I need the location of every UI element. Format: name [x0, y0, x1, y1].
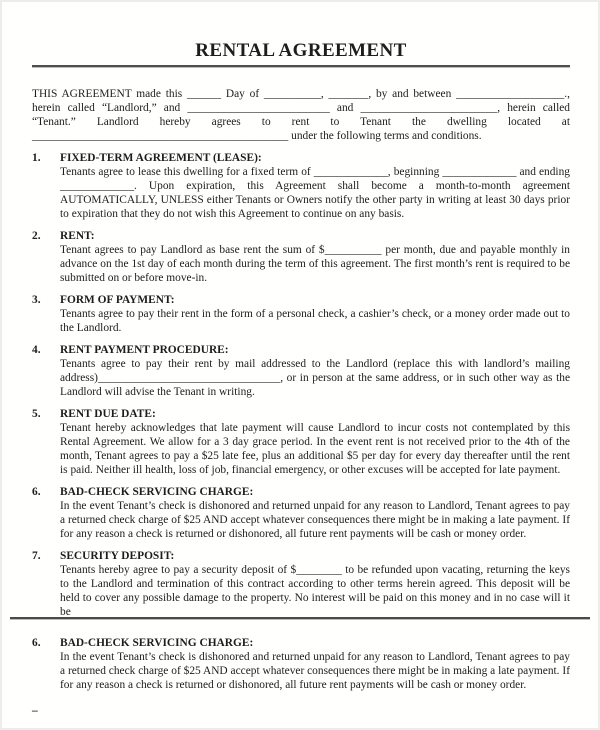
- section-number: 3.: [32, 294, 41, 306]
- section-fixed-term-agreement: [32, 151, 570, 221]
- section-number: 7.: [32, 550, 41, 562]
- section-heading: FORM OF PAYMENT:: [60, 294, 175, 306]
- document-title: RENTAL AGREEMENT: [32, 40, 570, 67]
- section-number: 4.: [32, 344, 41, 356]
- section-body: Tenant hereby acknowledges that late payment will cause Landlord to incur costs not contemplated by this Rental Agreement. We allow for a 3 day grace period. In the event rent is not received prior to the 4th of the month, Tenant agrees to pay a $25 late fee, plus an additional $5 per day for every day thereafter until the rent is paid. Neither ill health, loss of job, financial emergency, or other excuses will be accepted for late payment.: [60, 422, 570, 476]
- section-heading: RENT:: [60, 230, 95, 242]
- section-rent-due-date: [32, 407, 570, 477]
- section-rent-payment-procedure: [32, 343, 570, 399]
- section-heading: RENT DUE DATE:: [60, 408, 156, 420]
- section-heading: SECURITY DEPOSIT:: [60, 550, 175, 562]
- section-security-deposit: [32, 549, 570, 619]
- section-body: In the event Tenant’s check is dishonored and returned unpaid for any reason to Landlord, Tenant agrees to pay a returned check charge of $25 AND accept whatever consequences there might be in making a late payment. If for any reason a check is returned or dishonored, all future rent payments will be cash or money order.: [60, 500, 570, 540]
- section-body: Tenant agrees to pay Landlord as base rent the sum of $__________ per month, due and payable monthly in advance on the 1st day of each month during the term of this agreement. The first month’s rent is required to be submitted on or before move-in.: [60, 244, 570, 284]
- section-bad-check-servicing-charge-page2: [32, 636, 570, 692]
- section-number: 2.: [32, 230, 41, 242]
- section-number: 5.: [32, 408, 41, 420]
- section-number: 6.: [32, 637, 41, 649]
- section-heading: BAD-CHECK SERVICING CHARGE:: [60, 637, 254, 649]
- stray-dash-mark: –: [32, 705, 38, 717]
- section-body: In the event Tenant’s check is dishonored and returned unpaid for any reason to Landlord, Tenant agrees to pay a returned check charge of $25 AND accept whatever consequences there might be in making a late payment. If for any reason a check is returned or dishonored, all future rent payments will be cash or money order.: [60, 651, 570, 691]
- intro-paragraph: THIS AGREEMENT made this ______ Day of __________, _______, by and between ___________________., herein called “Landlord,” and _________________________ and ________________________, herein called “Tenant.” Landlord hereby agrees to rent to Tenant the dwelling located at _____________________________________________ under the following terms and conditions.: [32, 88, 570, 142]
- section-form-of-payment: [32, 293, 570, 335]
- section-heading: FIXED-TERM AGREEMENT (LEASE):: [60, 152, 262, 164]
- section-body: Tenants agree to pay their rent in the form of a personal check, a cashier’s check, or a money order made out to the Landlord.: [60, 308, 570, 334]
- section-body: Tenants agree to lease this dwelling for a fixed term of _____________, beginning _____________ and ending _____________. Upon expiration, this Agreement shall become a month-to-month agreement AUTOMATICALLY, UNLESS either Tenants or Owners notify the other party in writing at least 30 days prior to expiration that they do not wish this Agreement to continue on any basis.: [60, 166, 570, 220]
- section-rent: [32, 229, 570, 285]
- section-number: 6.: [32, 486, 41, 498]
- document-content: [2, 2, 598, 718]
- section-bad-check-servicing-charge: [32, 485, 570, 541]
- section-number: 1.: [32, 152, 41, 164]
- section-heading: BAD-CHECK SERVICING CHARGE:: [60, 486, 254, 498]
- section-body: Tenants agree to pay their rent by mail addressed to the Landlord (replace this with landlord’s mailing address)________________________________, or in person at the same address, or in such other way as the Landlord will advise the Tenant in writing.: [60, 358, 570, 398]
- section-body: Tenants hereby agree to pay a security deposit of $________ to be refunded upon vacating, returning the keys to the Landlord and termination of this contract according to other terms herein agreed. This deposit will be held to cover any possible damage to the property. No interest will be paid on this money and in no case will it be: [60, 564, 570, 618]
- section-heading: RENT PAYMENT PROCEDURE:: [60, 344, 229, 356]
